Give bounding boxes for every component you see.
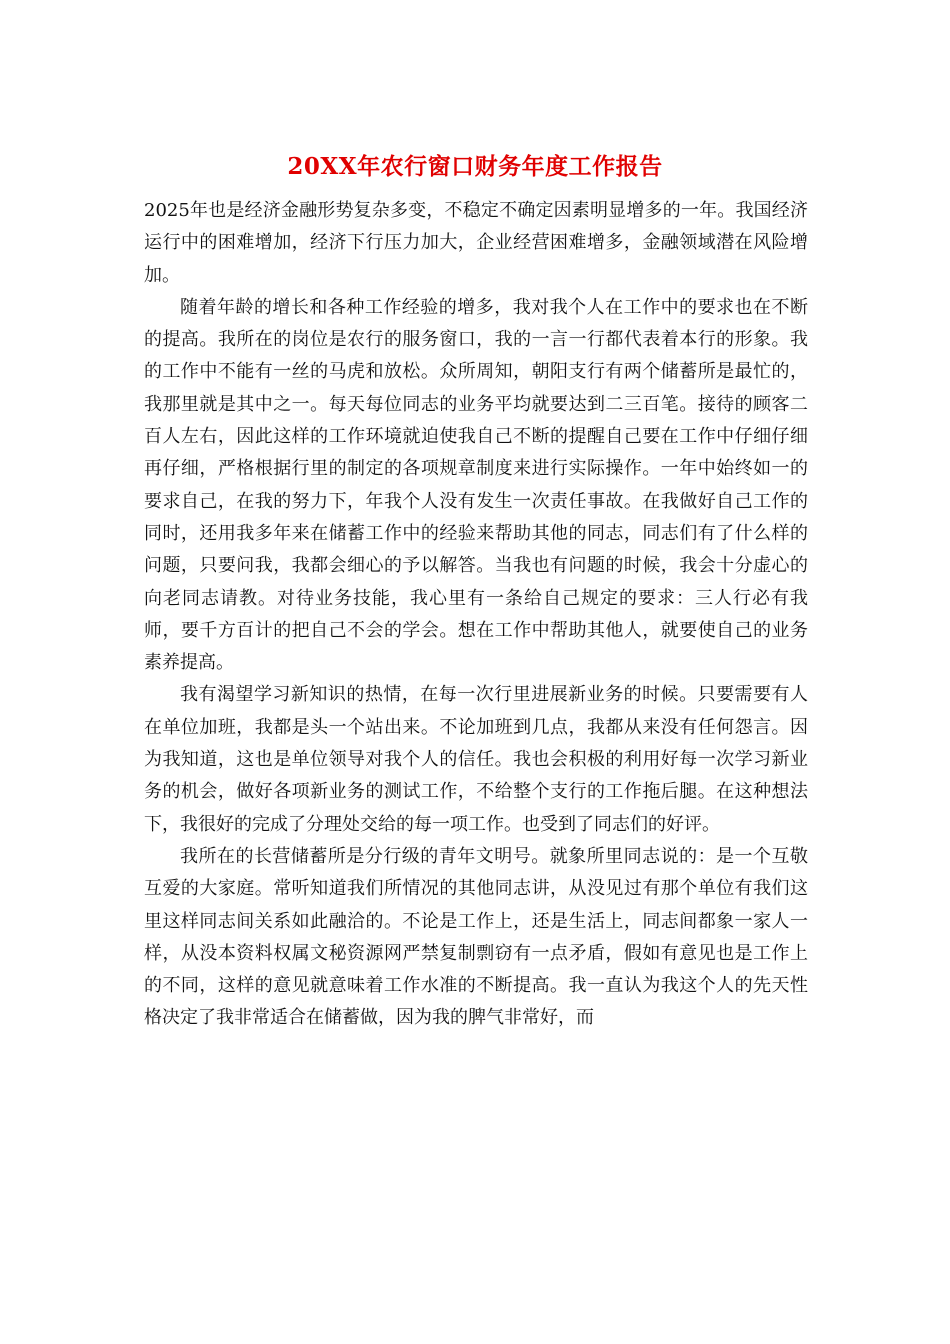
document-title: 20XX年农行窗口财务年度工作报告 (287, 153, 663, 180)
paragraph-work-requirements: 随着年龄的增长和各种工作经验的增多，我对我个人在工作中的要求也在不断的提高。我所在的岗位是农行的服务窗口，我的一言一行都代表着本行的形象。我的工作中不能有一丝的马虎和放松。众所周知，朝阳支行有两个储蓄所是最忙的，我那里就是其中之一。每天每位同志的业务平均就要达到二三百笔。接待的顾客二百人左右，因此这样的工作环境就迫使我自己不断的提醒自己要在工作中仔细仔细再仔细，严格根据行里的制定的各项规章制度来进行实际操作。一年中始终如一的要求自己，在我的努力下，年我个人没有发生一次责任事故。在我做好自己工作的同时，还用我多年来在储蓄工作中的经验来帮助其他的同志，同志们有了什么样的问题，只要问我，我都会细心的予以解答。当我也有问题的时候，我会十分虚心的向老同志请教。对待业务技能，我心里有一条给自己规定的要求：三人行必有我师，要千方百计的把自己不会的学会。想在工作中帮助其他人，就要使自己的业务素养提高。 (144, 296, 808, 674)
paragraph-learning: 我有渴望学习新知识的热情，在每一次行里进展新业务的时候。只要需要有人在单位加班，我都是头一个站出来。不论加班到几点，我都从来没有任何怨言。因为我知道，这也是单位领导对我个人的信任。我也会积极的利用好每一次学习新业务的机会，做好各项新业务的测试工作，不给整个支行的工作拖后腿。在这种想法下，我很好的完成了分理处交给的每一项工作。也受到了同志们的好评。 (144, 684, 808, 835)
paragraph-team: 我所在的长营储蓄所是分行级的青年文明号。就象所里同志说的：是一个互敬互爱的大家庭。常听知道我们所情况的其他同志讲，从没见过有那个单位有我们这里这样同志间关系如此融洽的。不论是工作上，还是生活上，同志间都象一家人一样，从没本资料权属文秘资源网严禁复制剽窃有一点矛盾，假如有意见也是工作上的不同，这样的意见就意味着工作水准的不断提高。我一直认为我这个人的先天性格决定了我非常适合在储蓄做，因为我的脾气非常好，而 (144, 845, 808, 1029)
paragraph-intro: 2025年也是经济金融形势复杂多变，不稳定不确定因素明显增多的一年。我国经济运行中的困难增加，经济下行压力加大，企业经营困难增多，金融领域潜在风险增加。 (144, 200, 808, 286)
document-body (144, 195, 808, 1035)
